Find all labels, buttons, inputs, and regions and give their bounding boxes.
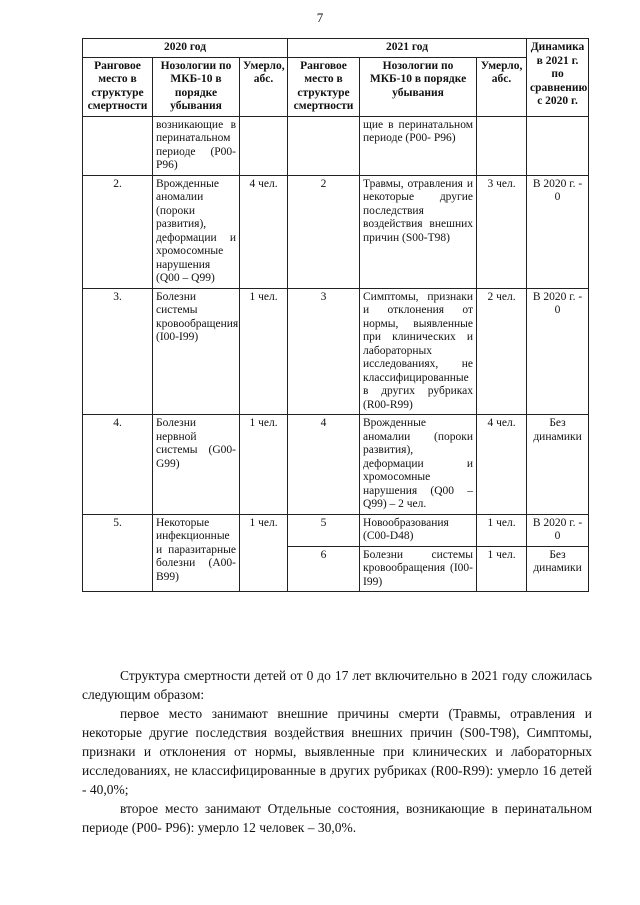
dynamics-cell: В 2020 г. - 0	[527, 175, 589, 288]
died-2021-cell	[477, 116, 527, 175]
nosology-2021-cell: Симптомы, признаки и отклонения от нормы, выявленные при клинических и лабораторных исследованиях, не классифицированные в других рубриках (R00-R99)	[360, 288, 477, 415]
year-2021-header: 2021 год	[288, 39, 527, 58]
table-row	[83, 415, 589, 515]
rank-2020-cell: 4.	[83, 415, 153, 515]
dynamics-cell: Без динамики	[527, 415, 589, 515]
nosology-2020-cell: Болезни системы кровообращения (I00-I99)	[153, 288, 240, 415]
died-2020-cell	[240, 116, 288, 175]
nosology-2020-cell: возникающие в перинатальном периоде (P00- P96)	[153, 116, 240, 175]
died-2020-cell: 1 чел.	[240, 514, 288, 592]
rank-2021-cell: 2	[288, 175, 360, 288]
dynamics-cell	[527, 116, 589, 175]
rank-2021-cell: 5	[288, 514, 360, 546]
died-2021-cell: 1 чел.	[477, 514, 527, 546]
dynamics-cell: В 2020 г. - 0	[527, 514, 589, 546]
paragraph-first-place: первое место занимают внешние причины смерти (Травмы, отравления и некоторые другие последствия воздействия внешних причин (S00-T98), Симптомы, признаки и отклонения от нормы, выявленные при клинических и лабораторных исследованиях, не классифицированные в других рубриках (R00-R99): умерло 16 детей - 40,0%;	[82, 706, 592, 797]
nosology-2020-cell: Врожденные аномалии (пороки развития), деформации и хромосомные нарушения (Q00 – Q99)	[153, 175, 240, 288]
died-2021-cell: 3 чел.	[477, 175, 527, 288]
rank-2020-cell: 2.	[83, 175, 153, 288]
body-text	[82, 666, 592, 837]
nosology-2020-cell: Болезни нервной системы (G00-G99)	[153, 415, 240, 515]
rank-2021-header: Ранговое место в структуре смертности	[288, 57, 360, 116]
rank-2021-cell: 3	[288, 288, 360, 415]
nosology-2020-header: Нозологии по МКБ-10 в порядке убывания	[153, 57, 240, 116]
paragraph-second-place: второе место занимают Отдельные состояния, возникающие в перинатальном периоде (P00- P96): умерло 12 человек – 30,0%.	[82, 801, 592, 835]
nosology-2020-cell: Некоторые инфекционные и паразитарные болезни (A00-B99)	[153, 514, 240, 592]
paragraph-structure-intro: Структура смертности детей от 0 до 17 лет включительно в 2021 году сложилась следующим образом:	[82, 668, 592, 702]
died-2020-cell: 4 чел.	[240, 175, 288, 288]
year-2020-header: 2020 год	[83, 39, 288, 58]
rank-2020-cell: 5.	[83, 514, 153, 592]
died-2021-cell: 2 чел.	[477, 288, 527, 415]
mortality-structure-table	[82, 38, 589, 592]
table-row	[83, 116, 589, 175]
dynamics-header: Динамика в 2021 г. по сравнению с 2020 г.	[527, 39, 589, 117]
table-row	[83, 288, 589, 415]
nosology-2021-cell: щие в перинатальном периоде (P00- P96)	[360, 116, 477, 175]
died-2021-header: Умерло, абс.	[477, 57, 527, 116]
rank-2020-cell: 3.	[83, 288, 153, 415]
died-2021-cell: 1 чел.	[477, 546, 527, 592]
table-row	[83, 514, 589, 546]
died-2020-cell: 1 чел.	[240, 415, 288, 515]
nosology-2021-cell: Врожденные аномалии (пороки развития), деформации и хромосомные нарушения (Q00 – Q99) – 2 чел.	[360, 415, 477, 515]
died-2020-header: Умерло, абс.	[240, 57, 288, 116]
died-2020-cell: 1 чел.	[240, 288, 288, 415]
nosology-2021-header: Нозологии по МКБ-10 в порядке убывания	[360, 57, 477, 116]
page-number: 7	[316, 10, 324, 25]
dynamics-cell: В 2020 г. - 0	[527, 288, 589, 415]
rank-2021-cell	[288, 116, 360, 175]
nosology-2021-cell: Болезни системы кровообращения (I00-I99)	[360, 546, 477, 592]
dynamics-cell: Без динамики	[527, 546, 589, 592]
died-2021-cell: 4 чел.	[477, 415, 527, 515]
nosology-2021-cell: Травмы, отравления и некоторые другие последствия воздействия внешних причин (S00-T98)	[360, 175, 477, 288]
rank-2020-cell	[83, 116, 153, 175]
rank-2021-cell: 6	[288, 546, 360, 592]
table-row	[83, 175, 589, 288]
rank-2021-cell: 4	[288, 415, 360, 515]
rank-2020-header: Ранговое место в структуре смертности	[83, 57, 153, 116]
nosology-2021-cell: Новообразования (C00-D48)	[360, 514, 477, 546]
